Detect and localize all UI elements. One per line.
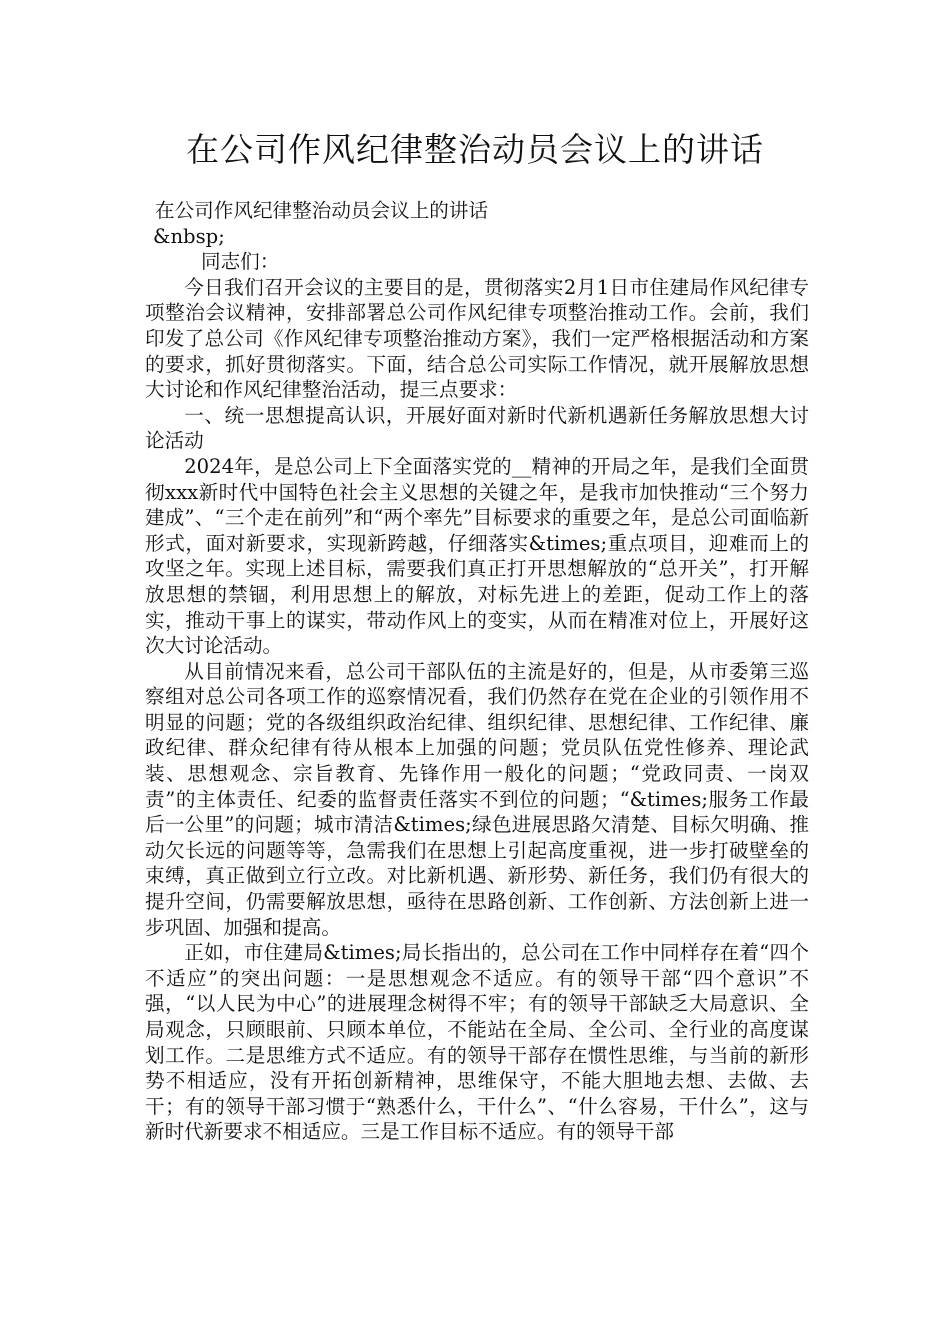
document-subtitle: 在公司作风纪律整治动员会议上的讲话 [155, 199, 489, 222]
document-body [145, 198, 809, 1145]
paragraph: 从目前情况来看，总公司干部队伍的主流是好的，但是，从市委第三巡察组对总公司各项工作的巡察情况看，我们仍然存在党在企业的引领作用不明显的问题；党的各级组织政治纪律、组织纪律、思想纪律、工作纪律、廉政纪律、群众纪律有待从根本上加强的问题；党员队伍党性修养、理论武装、思想观念、宗旨教育、先锋作用一般化的问题；“党政同责、一岗双责”的主体责任、纪委的监督责任落实不到位的问题；“&times;服务工作最后一公里”的问题；城市清洁&times;绿色进展思路欠清楚、目标欠明确、推动欠长远的问题等等，急需我们在思想上引起高度重视，进一步打破壁垒的束缚，真正做到立行立改。对比新机遇、新形势、新任务，我们仍有很大的提升空间，仍需要解放思想，亟待在思路创新、工作创新、方法创新上进一步巩固、加强和提高。 [145, 659, 809, 939]
salutation: 同志们： [201, 250, 280, 274]
document-title: 在公司作风纪律整治动员会议上的讲话 [186, 130, 764, 169]
nbsp-text: &nbsp; [153, 224, 225, 248]
paragraph: 正如，市住建局&times;局长指出的，总公司在工作中同样存在着“四个不适应”的突出问题：一是思想观念不适应。有的领导干部“四个意识”不强，“以人民为中心”的进展理念树得不牢；有的领导干部缺乏大局意识、全局观念，只顾眼前、只顾本单位，不能站在全局、全公司、全行业的高度谋划工作。二是思维方式不适应。有的领导干部存在惯性思维，与当前的新形势不相适应，没有开拓创新精神，思维保守，不能大胆地去想、去做、去干；有的领导干部习惯于“熟悉什么，干什么”、“什么容易，干什么”，这与新时代新要求不相适应。三是工作目标不适应。有的领导干部 [145, 941, 809, 1144]
paragraph: 今日我们召开会议的主要目的是，贯彻落实2月1日市住建局作风纪律专项整治会议精神，安排部署总公司作风纪律专项整治推动工作。会前，我们印发了总公司《作风纪律专项整治推动方案》，我们一定严格根据活动和方案的要求，抓好贯彻落实。下面，结合总公司实际工作情况，就开展解放思想大讨论和作风纪律整治活动，提三点要求： [145, 275, 809, 402]
section-heading: 一、统一思想提高认识，开展好面对新时代新机遇新任务解放思想大讨论活动 [145, 403, 809, 453]
paragraph: 2024年，是总公司上下全面落实党的__精神的开局之年，是我们全面贯彻xxx新时代中国特色社会主义思想的关键之年，是我市加快推动“三个努力建成”、“三个走在前列”和“两个率先”目标要求的重要之年，是总公司面临新形式，面对新要求，实现新跨越，仔细落实&times;重点项目，迎难而上的攻坚之年。实现上述目标，需要我们真正打开思想解放的“总开关”，打开解放思想的禁锢，利用思想上的解放，对标先进上的差距，促动工作上的落实，推动干事上的谋实，带动作风上的变实，从而在精准对位上，开展好这次大讨论活动。 [145, 454, 809, 658]
